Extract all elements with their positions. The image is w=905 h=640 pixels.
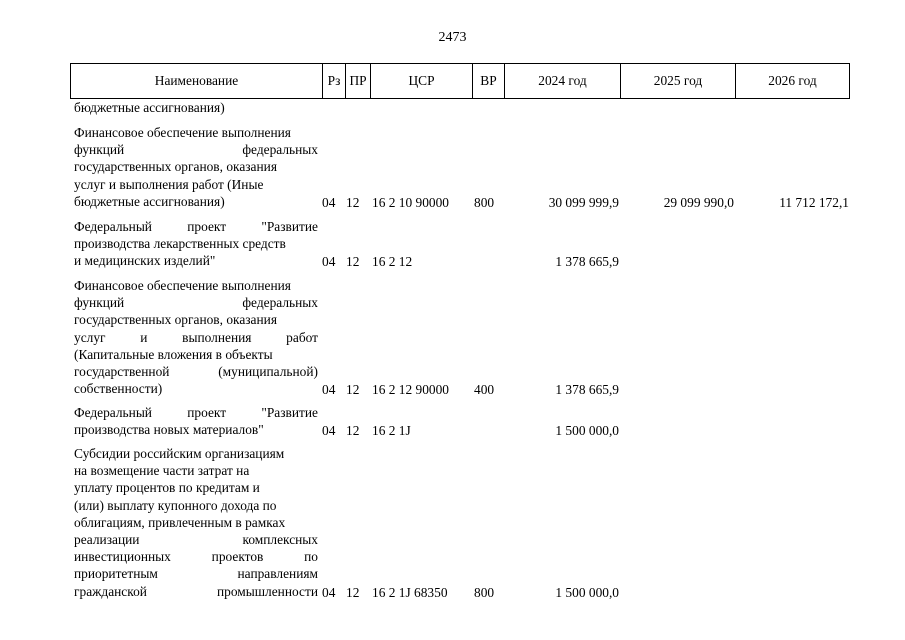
row-name-line: Федеральный проект "Развитие	[74, 405, 318, 420]
cell-csr: 16 2 10 90000	[372, 194, 449, 210]
cell-csr: 16 2 12	[372, 253, 413, 269]
row-name-line: государственных органов, оказания	[74, 159, 277, 175]
column-header-2026: 2026 год	[768, 73, 817, 88]
table-row	[0, 99, 905, 117]
cell-rz: 04	[322, 194, 336, 210]
cell-rz: 04	[322, 422, 336, 438]
cell-2026: 11 712 172,1	[779, 194, 849, 210]
cell-vr: 800	[474, 194, 495, 210]
cell-2024: 1 500 000,0	[555, 584, 619, 600]
row-name-line: бюджетные ассигнования)	[74, 193, 225, 209]
row-name-line: функций федеральных	[74, 142, 318, 158]
column-header-rz: Рз	[323, 64, 346, 98]
row-name	[74, 99, 318, 116]
cell-rz: 04	[322, 381, 336, 397]
cell-pr: 12	[346, 422, 360, 438]
cell-csr: 16 2 1J 68350	[372, 584, 448, 600]
cell-rz: 04	[322, 584, 336, 600]
cell-vr: 400	[474, 381, 495, 397]
row-name-line: инвестиционных проектов по	[74, 549, 318, 565]
table-row	[0, 277, 905, 398]
row-name-line: облигациям, привлеченным в рамках	[74, 514, 286, 530]
cell-2024: 1 378 665,9	[555, 381, 619, 397]
row-name-line: (Капитальные вложения в объекты	[74, 346, 273, 362]
row-name-line: Федеральный проект "Развитие	[74, 219, 318, 234]
table-header	[70, 63, 850, 99]
column-header-pr: ПР	[346, 64, 371, 98]
row-name-line: государственных органов, оказания	[74, 312, 277, 328]
row-name-line: услуг и выполнения работ (Иные	[74, 176, 264, 192]
row-name-line: Финансовое обеспечение выполнения	[74, 278, 291, 293]
row-name-line: функций федеральных	[74, 295, 318, 311]
row-name	[74, 404, 318, 438]
cell-pr: 12	[346, 253, 360, 269]
row-name-line: приоритетным направлениям	[74, 566, 318, 582]
cell-2024: 1 378 665,9	[555, 253, 619, 269]
column-header-name: Наименование	[71, 64, 323, 98]
column-header-2024: 2024 год	[505, 64, 621, 98]
column-header-vr: ВР	[473, 64, 505, 98]
row-name-line: на возмещение части затрат на	[74, 463, 250, 479]
row-name-line: производства лекарственных средств	[74, 236, 286, 252]
cell-csr: 16 2 12 90000	[372, 381, 449, 397]
row-name	[74, 277, 318, 397]
cell-2025: 29 099 990,0	[663, 194, 734, 210]
row-name-line: уплату процентов по кредитам и	[74, 480, 260, 496]
cell-2024: 1 500 000,0	[555, 422, 619, 438]
table-row	[0, 404, 905, 439]
row-name-line: производства новых материалов"	[74, 422, 264, 438]
row-name	[74, 218, 318, 270]
cell-csr: 16 2 1J	[372, 422, 411, 438]
row-name-line: бюджетные ассигнования)	[74, 100, 225, 115]
table-row	[0, 445, 905, 601]
row-name	[74, 124, 318, 210]
row-name-line: реализации комплексных	[74, 531, 318, 547]
row-name-line: собственности)	[74, 381, 163, 397]
row-name-line: государственной (муниципальной)	[74, 363, 318, 379]
row-name-line: Субсидии российским организациям	[74, 446, 285, 461]
row-name-line: гражданской промышленности	[74, 583, 318, 599]
row-name-line: Финансовое обеспечение выполнения	[74, 125, 291, 140]
page-number: 2473	[438, 30, 467, 45]
cell-2024: 30 099 999,9	[548, 194, 619, 210]
column-header-2025: 2025 год	[621, 64, 736, 98]
row-name-line: и медицинских изделий"	[74, 253, 216, 269]
table-body	[0, 99, 905, 640]
cell-pr: 12	[346, 584, 360, 600]
row-name-line: (или) выплату купонного дохода по	[74, 497, 277, 513]
cell-pr: 12	[346, 381, 360, 397]
table-row	[0, 218, 905, 270]
cell-rz: 04	[322, 253, 336, 269]
cell-pr: 12	[346, 194, 360, 210]
row-name-line: услуг и выполнения работ	[74, 329, 318, 345]
row-name	[74, 445, 318, 600]
column-header-csr: ЦСР	[371, 64, 473, 98]
table-row	[0, 124, 905, 211]
cell-vr: 800	[474, 584, 495, 600]
